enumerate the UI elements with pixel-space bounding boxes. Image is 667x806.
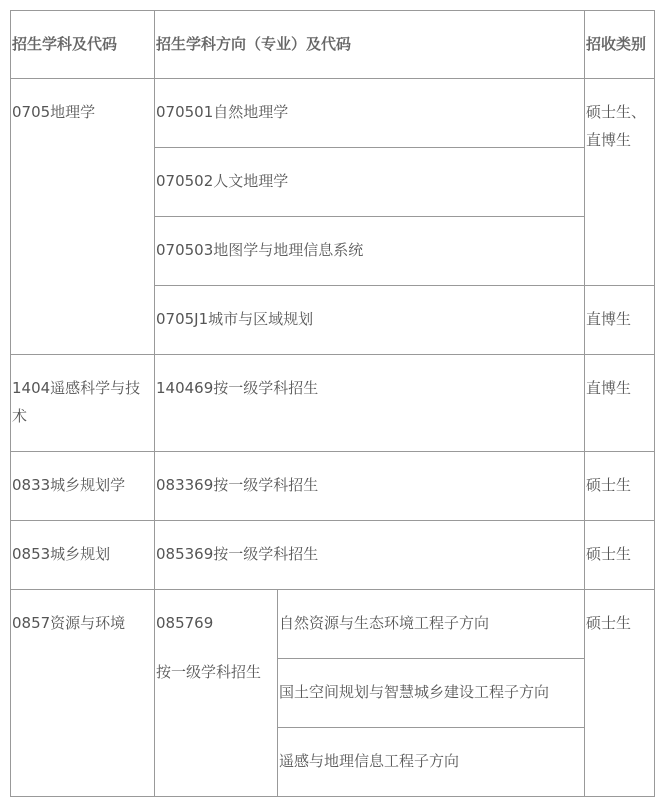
header-category: 招收类别	[586, 35, 647, 53]
category-cell: 直博生	[586, 379, 632, 397]
column-divider	[154, 10, 155, 797]
row-divider	[10, 78, 654, 79]
subject-cell: 1404遥感科学与技术	[12, 379, 141, 425]
category-cell: 硕士生、直博生	[586, 103, 647, 149]
column-divider	[277, 589, 278, 797]
subject-cell: 0853城乡规划	[12, 545, 111, 563]
direction-cell: 070501自然地理学	[156, 103, 289, 121]
row-divider	[10, 520, 654, 521]
row-divider	[154, 285, 654, 286]
subdirection-cell: 自然资源与生态环境工程子方向	[279, 614, 490, 632]
table-border-bottom	[10, 796, 654, 797]
direction-cell: 085369按一级学科招生	[156, 545, 319, 563]
table-border-right	[654, 10, 655, 797]
row-divider	[154, 216, 584, 217]
row-divider	[10, 589, 654, 590]
direction-cell: 0705J1城市与区域规划	[156, 310, 314, 328]
subject-cell: 0833城乡规划学	[12, 476, 126, 494]
table-border-top	[10, 10, 654, 11]
category-cell: 硕士生	[586, 614, 632, 632]
category-cell: 硕士生	[586, 545, 632, 563]
subdirection-cell: 遥感与地理信息工程子方向	[279, 752, 460, 770]
subdirection-cell: 国土空间规划与智慧城乡建设工程子方向	[279, 683, 550, 701]
category-cell: 直博生	[586, 310, 632, 328]
header-direction: 招生学科方向（专业）及代码	[156, 35, 352, 53]
row-divider	[277, 658, 584, 659]
subject-cell: 0857资源与环境	[12, 614, 126, 632]
row-divider	[277, 727, 584, 728]
column-divider	[584, 10, 585, 797]
direction-code-cell: 085769	[156, 614, 214, 632]
row-divider	[10, 451, 654, 452]
direction-cell: 140469按一级学科招生	[156, 379, 319, 397]
row-divider	[154, 147, 584, 148]
direction-cell: 070502人文地理学	[156, 172, 289, 190]
direction-note-cell: 按一级学科招生	[156, 663, 262, 681]
direction-cell: 070503地图学与地理信息系统	[156, 241, 364, 259]
category-cell: 硕士生	[586, 476, 632, 494]
header-subject: 招生学科及代码	[12, 35, 118, 53]
row-divider	[10, 354, 654, 355]
table-border-left	[10, 10, 11, 797]
direction-cell: 083369按一级学科招生	[156, 476, 319, 494]
subject-cell: 0705地理学	[12, 103, 96, 121]
